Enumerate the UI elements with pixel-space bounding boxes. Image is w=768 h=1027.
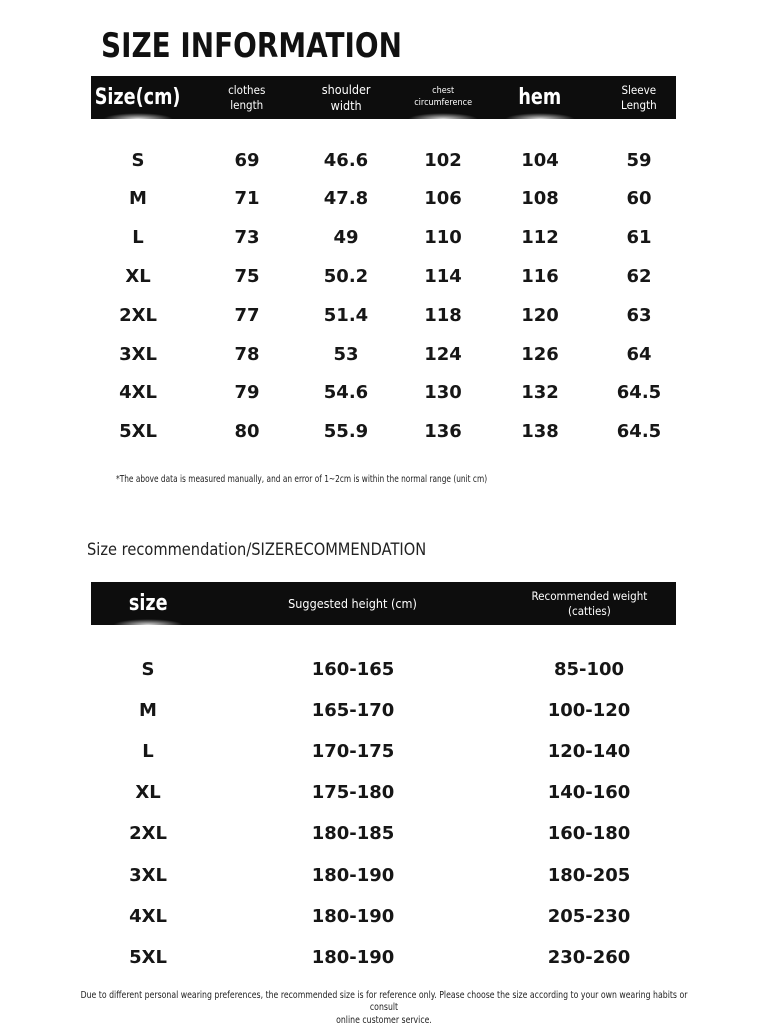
size-rec-header-cell [243, 582, 463, 625]
size-info-header-cell [199, 76, 295, 119]
size-info-row [91, 339, 676, 369]
size-info-cell: 51.4 [323, 304, 369, 326]
size-rec-row [91, 695, 676, 725]
size-rec-row [91, 778, 676, 808]
size-info-cell: 114 [424, 265, 462, 287]
size-rec-cell: 180-190 [311, 864, 395, 886]
size-rec-row [91, 654, 676, 684]
size-rec-cell: 165-170 [311, 699, 395, 721]
size-recommendation-title: Size recommendation/SIZERECOMMENDATION [87, 540, 427, 560]
size-rec-cell: 85-100 [553, 658, 625, 680]
size-info-header-label: hem [518, 84, 562, 110]
recommendation-note [69, 990, 699, 1027]
size-rec-row [91, 860, 676, 890]
size-rec-cell: L [142, 740, 154, 762]
size-info-cell: 126 [521, 343, 559, 365]
size-info-cell: 61 [626, 227, 652, 249]
size-info-cell: 132 [521, 382, 559, 404]
size-info-cell: 73 [234, 227, 260, 249]
size-rec-row [91, 736, 676, 766]
size-info-cell: 71 [234, 188, 260, 210]
size-info-cell: 64.5 [616, 421, 662, 443]
size-rec-header-label: size [128, 590, 168, 616]
size-info-cell: XL [125, 265, 151, 287]
size-rec-cell: 2XL [129, 823, 167, 845]
size-info-cell: 53 [333, 343, 359, 365]
size-rec-cell: 5XL [129, 946, 167, 968]
size-info-header-label: Sleeve Length [621, 83, 657, 112]
size-info-cell: 63 [626, 304, 652, 326]
size-info-cell: 77 [234, 304, 260, 326]
size-rec-cell: 160-180 [547, 823, 631, 845]
size-info-cell: 49 [333, 227, 359, 249]
size-info-cell: 112 [521, 227, 559, 249]
size-info-cell: 136 [424, 421, 462, 443]
size-info-cell: 50.2 [323, 265, 369, 287]
size-info-header-glow [103, 113, 173, 125]
size-info-row [91, 223, 676, 253]
size-info-header-label: shoulder width [321, 81, 371, 113]
size-info-header-cell [298, 76, 394, 119]
size-info-cell: 106 [424, 188, 462, 210]
size-info-cell: 4XL [119, 382, 157, 404]
size-info-cell: 64.5 [616, 382, 662, 404]
size-info-cell: 3XL [119, 343, 157, 365]
size-information-header [91, 76, 676, 119]
size-info-cell: L [132, 227, 144, 249]
size-rec-cell: 230-260 [547, 946, 631, 968]
size-rec-cell: 180-190 [311, 946, 395, 968]
size-info-cell: 118 [424, 304, 462, 326]
size-info-cell: M [129, 188, 147, 210]
size-info-row [91, 145, 676, 175]
size-info-row [91, 261, 676, 291]
size-rec-header-label: Suggested height (cm) [288, 595, 418, 611]
size-info-cell: 120 [521, 304, 559, 326]
size-rec-cell: 3XL [129, 864, 167, 886]
size-info-row [91, 417, 676, 447]
size-info-cell: 2XL [119, 304, 157, 326]
recommendation-note-line-1: Due to different personal wearing preferences, the recommended size is for reference only. Please choose the size according to your own wearing habits or consult [80, 990, 688, 1014]
measurement-note: *The above data is measured manually, and an error of 1~2cm is within the normal range (unit cm) [116, 474, 488, 485]
size-info-header-label: clothes length [228, 83, 266, 112]
size-info-cell: 5XL [119, 421, 157, 443]
recommendation-note-line-2: online customer service. [336, 1014, 432, 1026]
size-rec-cell: 100-120 [547, 699, 631, 721]
size-rec-cell: 180-190 [311, 905, 395, 927]
size-rec-header-label: Recommended weight (catties) [531, 589, 647, 618]
size-info-cell: 80 [234, 421, 260, 443]
size-rec-cell: 180-185 [311, 823, 395, 845]
size-info-cell: 104 [521, 149, 559, 171]
size-info-cell: 138 [521, 421, 559, 443]
size-info-cell: 110 [424, 227, 462, 249]
size-info-cell: 130 [424, 382, 462, 404]
size-rec-cell: 160-165 [311, 658, 395, 680]
size-info-cell: 54.6 [323, 382, 369, 404]
size-rec-cell: 205-230 [547, 905, 631, 927]
size-info-cell: 64 [626, 343, 652, 365]
size-rec-cell: 180-205 [547, 864, 631, 886]
size-info-cell: 75 [234, 265, 260, 287]
size-rec-row [91, 901, 676, 931]
size-info-header-glow [408, 113, 478, 125]
size-info-cell: 102 [424, 149, 462, 171]
size-info-header-glow [505, 113, 575, 125]
size-rec-cell: M [139, 699, 157, 721]
size-rec-header-glow [113, 619, 183, 631]
size-rec-row [91, 819, 676, 849]
size-info-cell: 55.9 [323, 421, 369, 443]
size-info-cell: 116 [521, 265, 559, 287]
size-info-cell: 46.6 [323, 149, 369, 171]
size-info-cell: 60 [626, 188, 652, 210]
size-info-row [91, 378, 676, 408]
size-info-row [91, 184, 676, 214]
size-info-cell: 62 [626, 265, 652, 287]
size-info-cell: 108 [521, 188, 559, 210]
size-info-header-label: chest circumference [414, 86, 472, 108]
size-rec-header-cell [489, 582, 689, 625]
size-info-cell: 47.8 [323, 188, 369, 210]
size-information-title: SIZE INFORMATION [101, 26, 402, 66]
size-info-row [91, 300, 676, 330]
size-rec-cell: XL [135, 782, 161, 804]
size-info-cell: 78 [234, 343, 260, 365]
size-info-cell: 79 [234, 382, 260, 404]
size-rec-cell: 175-180 [311, 782, 395, 804]
size-info-cell: 59 [626, 149, 652, 171]
size-rec-cell: 140-160 [547, 782, 631, 804]
size-rec-cell: 170-175 [311, 740, 395, 762]
size-rec-cell: 4XL [129, 905, 167, 927]
size-info-header-cell [591, 76, 687, 119]
size-info-cell: 69 [234, 149, 260, 171]
size-rec-cell: S [141, 658, 155, 680]
size-info-cell: 124 [424, 343, 462, 365]
size-info-header-label: Size(cm) [95, 84, 181, 110]
size-info-cell: S [131, 149, 145, 171]
size-rec-row [91, 942, 676, 972]
size-rec-cell: 120-140 [547, 740, 631, 762]
size-recommendation-header [91, 582, 676, 625]
